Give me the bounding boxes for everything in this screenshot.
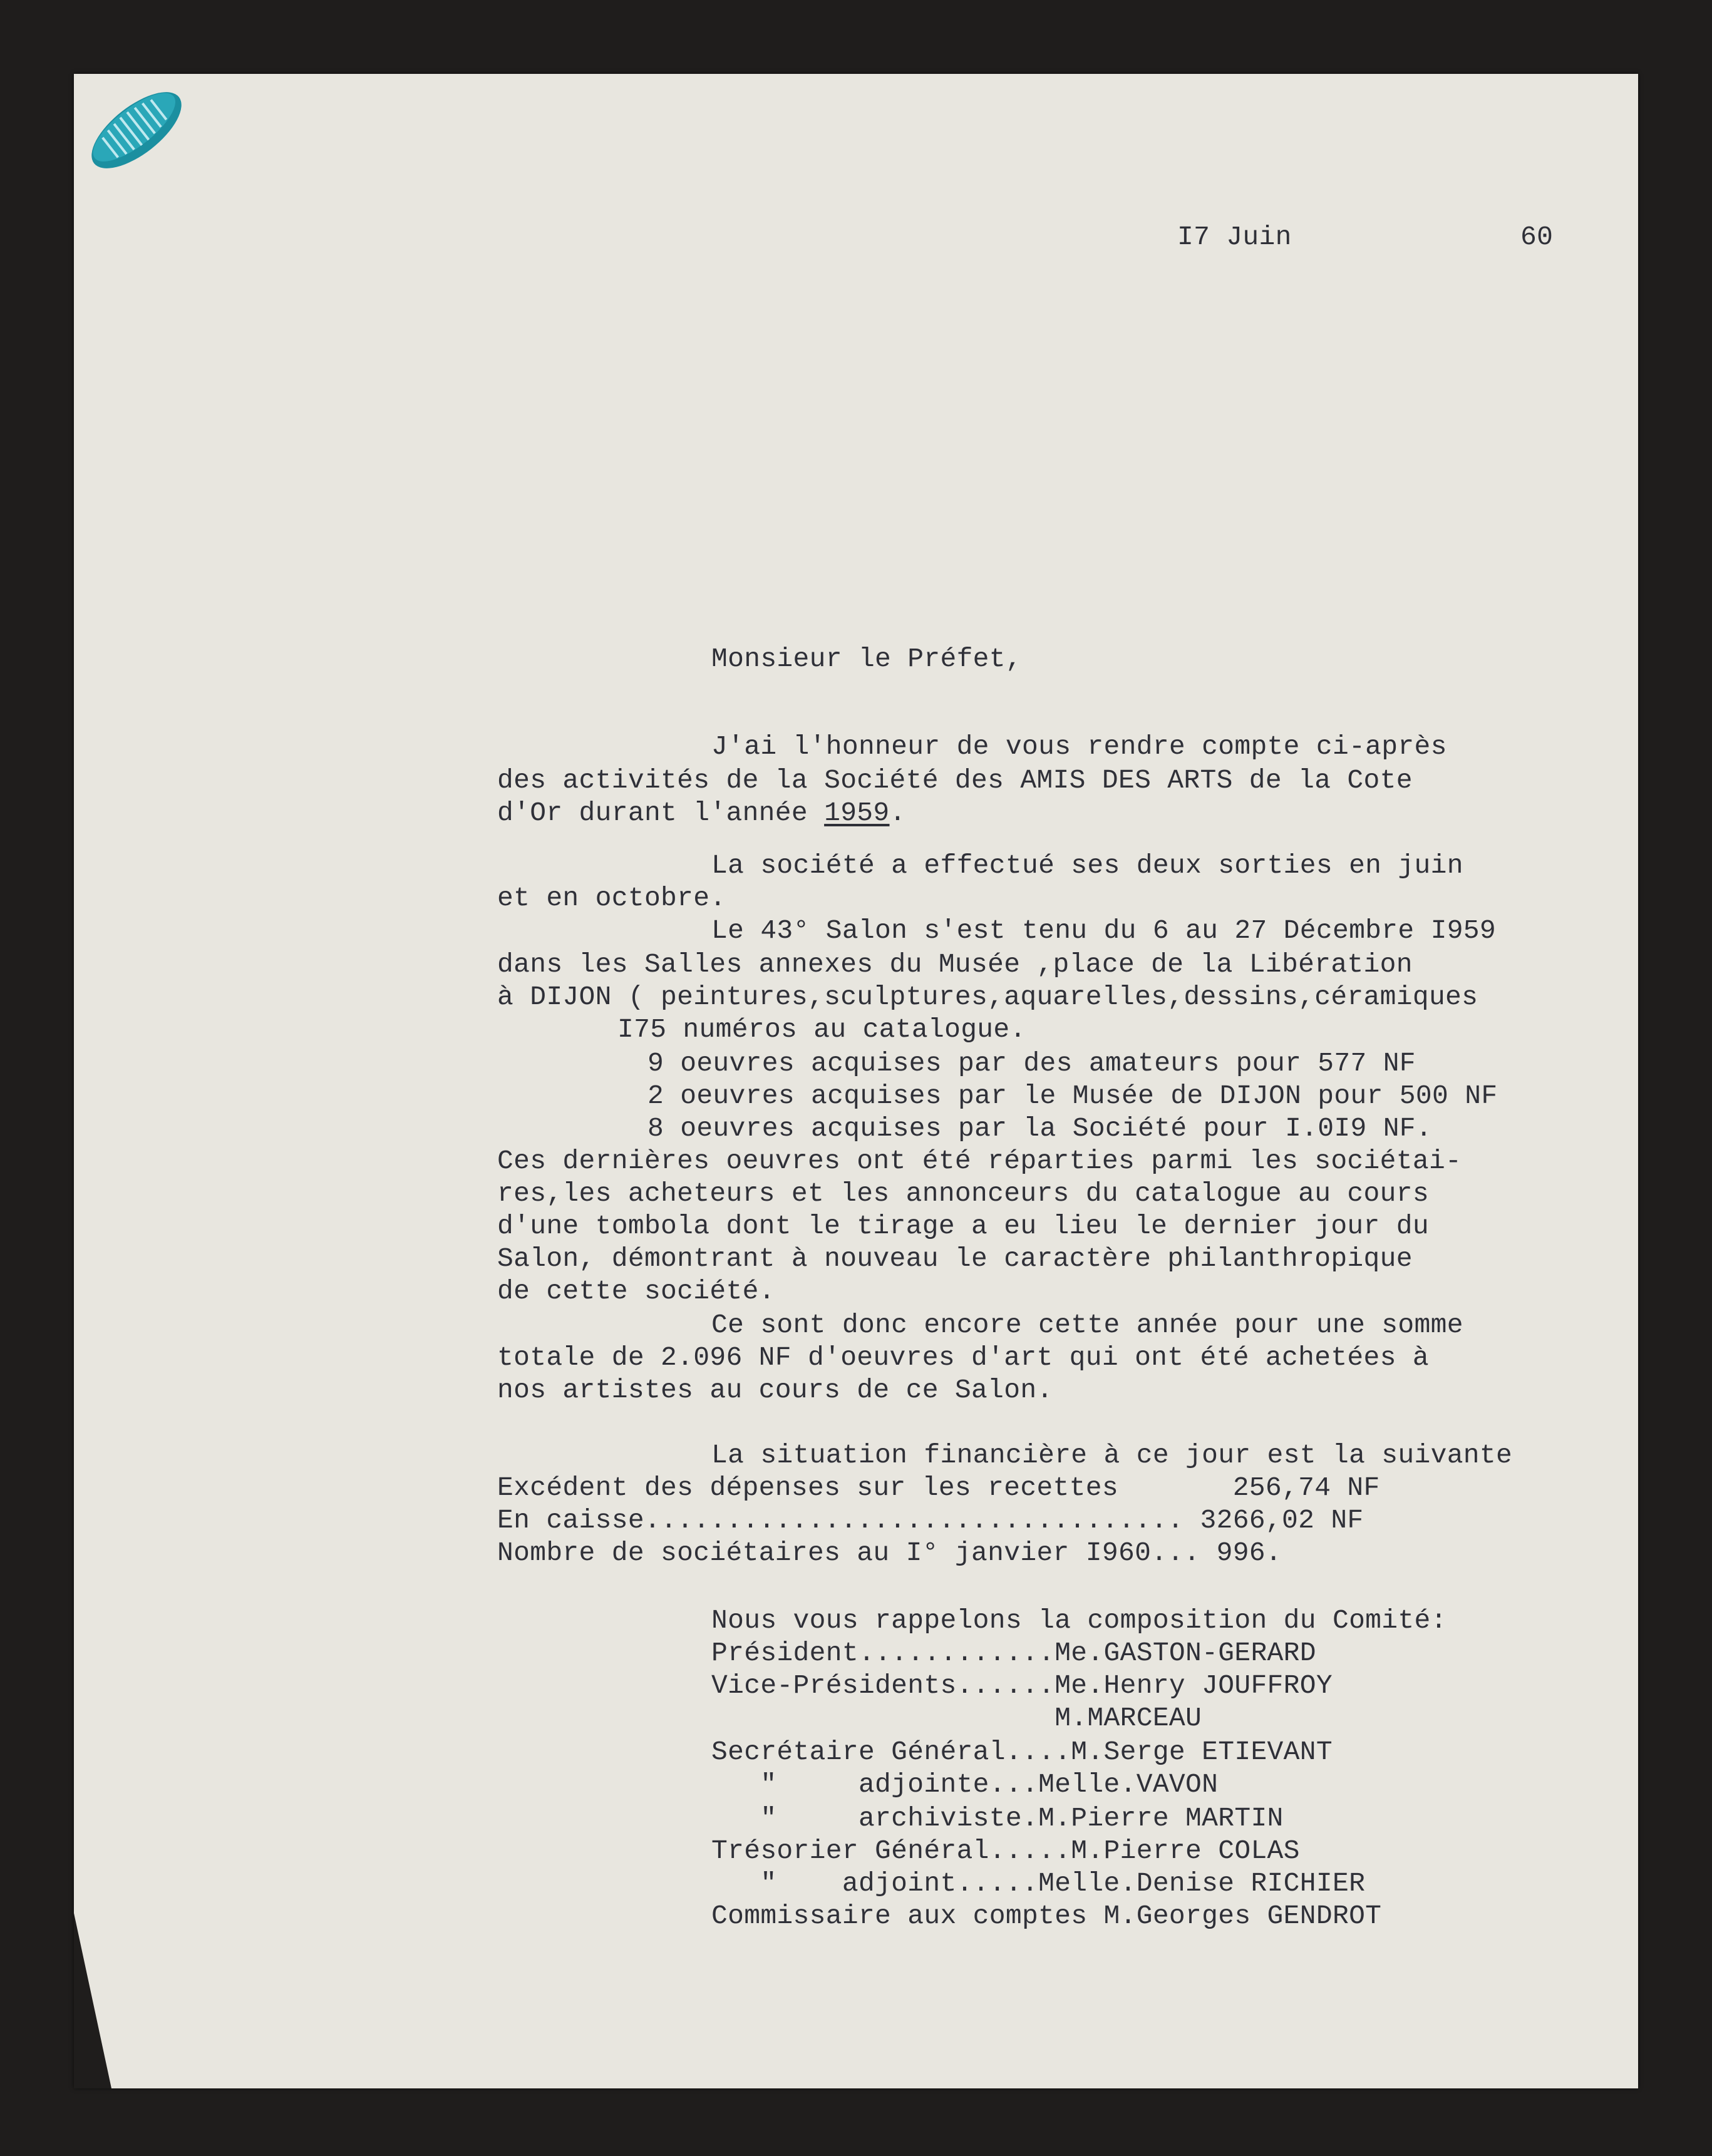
page-number: 60 [1520, 222, 1554, 252]
salon-line-7: 8 oeuvres acquises par la Société pour I.0I9 NF. [647, 1113, 1433, 1144]
salon-line-3: à DIJON ( peintures,sculptures,aquarelles,dessins,céramiques [497, 982, 1478, 1012]
document-page [74, 74, 1638, 2088]
committee-row: " archiviste.M.Pierre MARTIN [711, 1803, 1284, 1834]
salon-line-9: res,les acheteurs et les annonceurs du catalogue au cours [497, 1178, 1429, 1209]
salon-line-14: totale de 2.096 NF d'oeuvres d'art qui ont été achetées à [497, 1342, 1429, 1373]
intro-line-3-end: . [889, 798, 906, 828]
salon-line-1: Le 43° Salon s'est tenu du 6 au 27 Décembre I959 [711, 915, 1497, 946]
salon-line-5: 9 oeuvres acquises par des amateurs pour 577 NF [647, 1048, 1416, 1079]
sorties-line-1: La société a effectué ses deux sorties en juin [711, 850, 1463, 881]
paper-clip-icon [80, 80, 193, 180]
salon-line-6: 2 oeuvres acquises par le Musée de DIJON pour 500 NF [647, 1081, 1498, 1111]
salon-line-11: Salon, démontrant à nouveau le caractère philanthropique [497, 1243, 1413, 1274]
salon-line-15: nos artistes au cours de ce Salon. [497, 1375, 1053, 1405]
letter-body [74, 74, 1638, 2088]
sorties-line-2: et en octobre. [497, 883, 726, 913]
intro-line-3 [497, 798, 906, 829]
salon-line-8: Ces dernières oeuvres ont été réparties parmi les sociétai- [497, 1146, 1462, 1176]
date-line: I7 Juin [1177, 222, 1292, 252]
committee-row: Vice-Présidents......Me.Henry JOUFFROY [711, 1670, 1333, 1701]
salon-line-4: I75 numéros au catalogue. [617, 1014, 1026, 1045]
report-year: 1959 [824, 798, 890, 828]
intro-line-2: des activités de la Société des AMIS DES ARTS de la Cote [497, 765, 1413, 796]
salon-line-10: d'une tombola dont le tirage a eu lieu le dernier jour du [497, 1211, 1429, 1241]
salon-line-13: Ce sont donc encore cette année pour une somme [711, 1310, 1463, 1340]
salon-line-12: de cette société. [497, 1276, 775, 1306]
finances-intro: La situation financière à ce jour est la suivante [711, 1440, 1513, 1471]
finances-excedent: Excédent des dépenses sur les recettes 256,74 NF [497, 1472, 1380, 1503]
committee-intro: Nous vous rappelons la composition du Comité: [711, 1605, 1447, 1636]
salon-line-2: dans les Salles annexes du Musée ,place de la Libération [497, 949, 1413, 980]
committee-row: Président............Me.GASTON-GERARD [711, 1638, 1316, 1668]
committee-row: " adjoint.....Melle.Denise RICHIER [711, 1868, 1366, 1899]
finances-caisse: En caisse................................. 3266,02 NF [497, 1505, 1364, 1536]
intro-line-1: J'ai l'honneur de vous rendre compte ci-après [711, 731, 1447, 762]
finances-societaires: Nombre de sociétaires au I° janvier I960... 996. [497, 1537, 1282, 1568]
committee-row: Commissaire aux comptes M.Georges GENDROT [711, 1901, 1382, 1931]
committee-row: M.MARCEAU [711, 1703, 1202, 1733]
committee-row: Secrétaire Général....M.Serge ETIEVANT [711, 1737, 1333, 1767]
committee-row: " adjointe...Melle.VAVON [711, 1769, 1219, 1800]
salutation: Monsieur le Préfet, [711, 644, 1022, 674]
committee-row: Trésorier Général.....M.Pierre COLAS [711, 1835, 1300, 1866]
intro-line-3-start: d'Or durant l'année [497, 798, 825, 828]
